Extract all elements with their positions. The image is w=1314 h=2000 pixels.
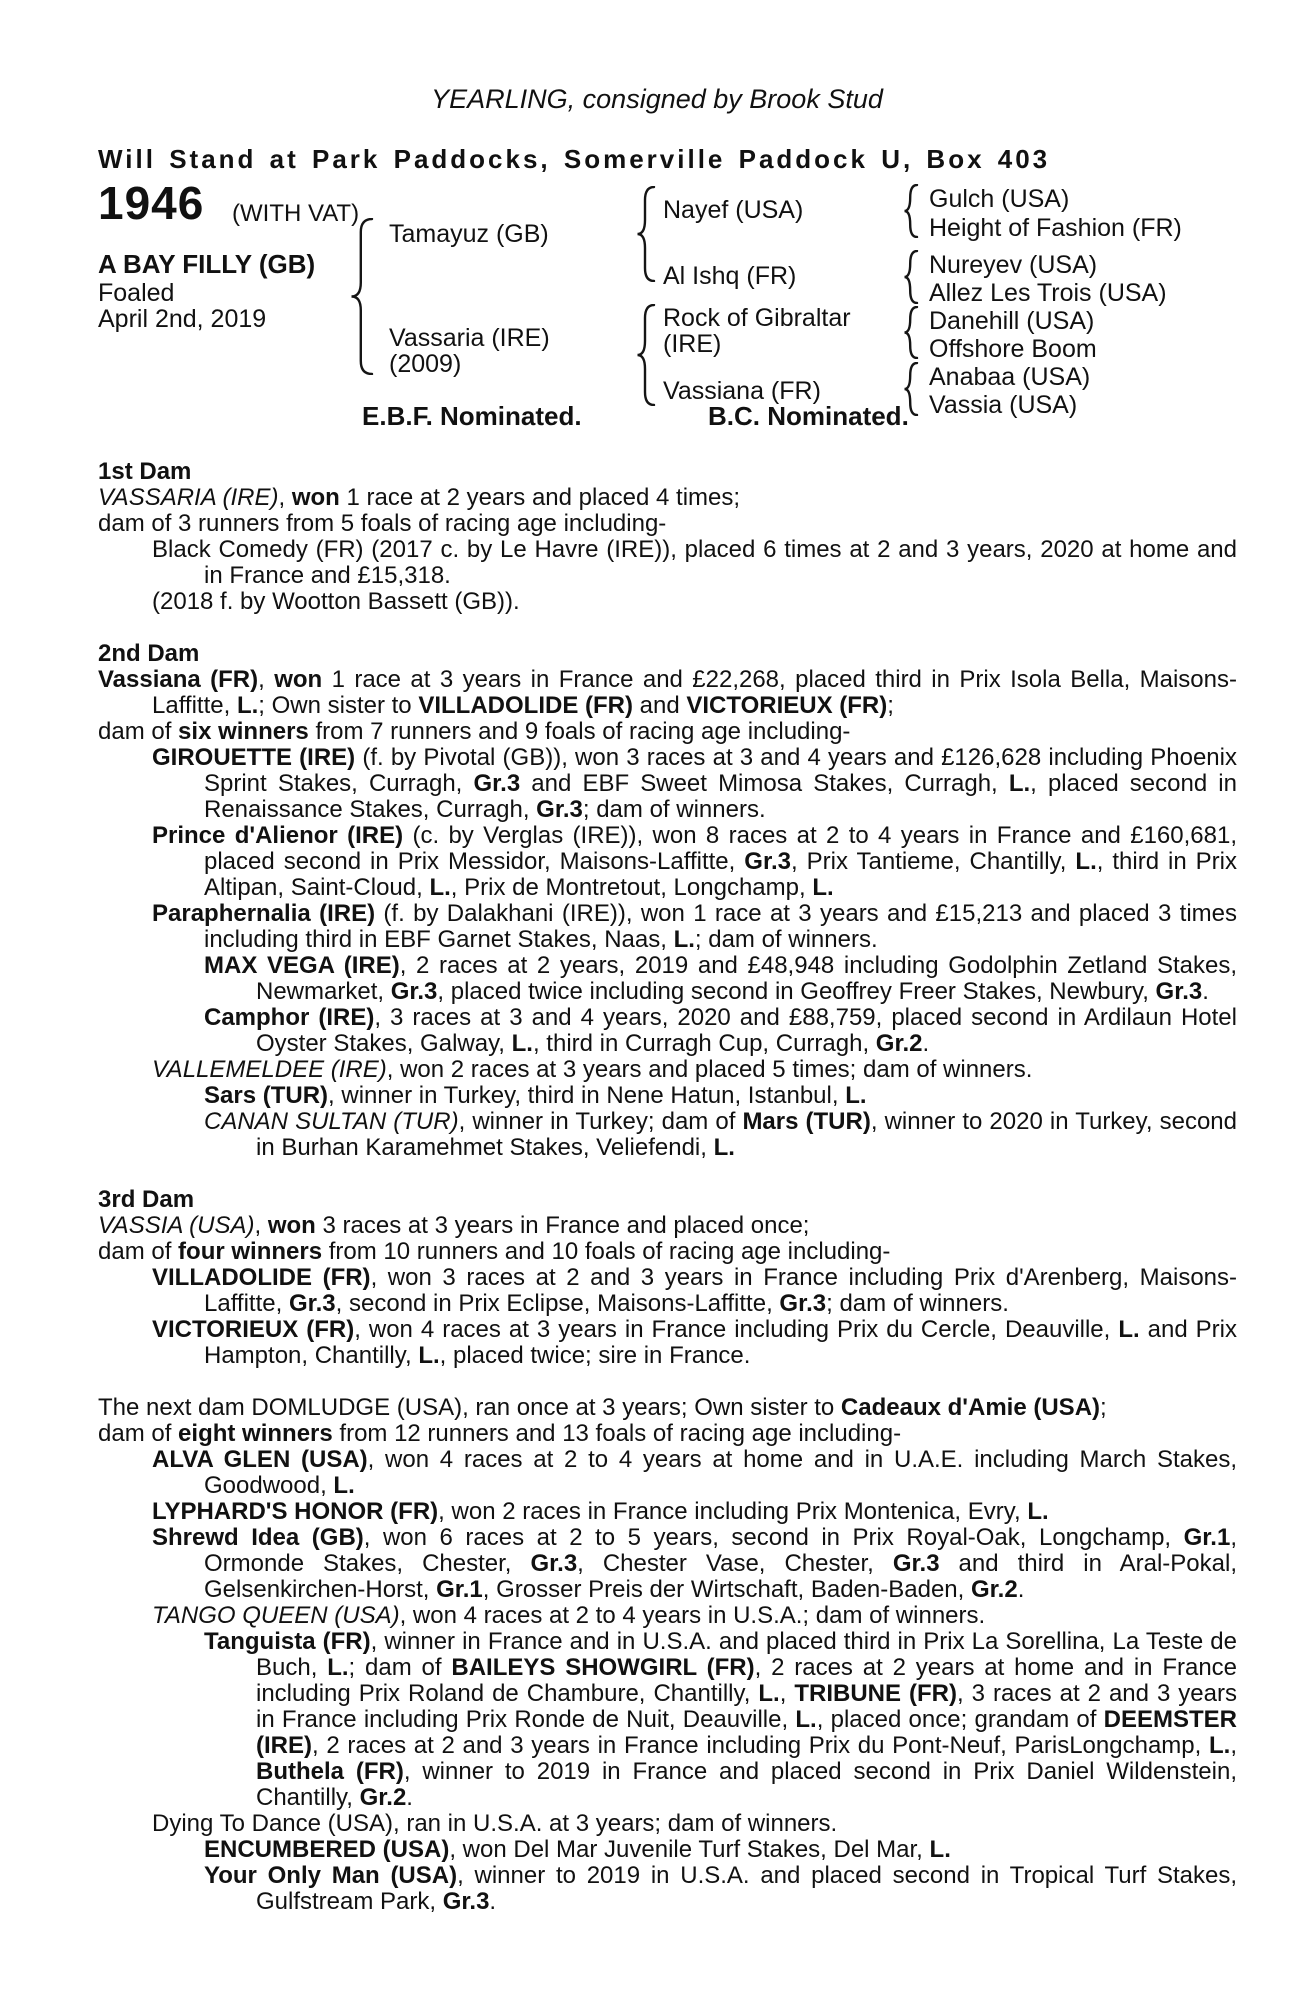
section-heading: 3rd Dam: [98, 1186, 195, 1213]
pedigree-brace: [903, 306, 919, 359]
dam-block: [389, 325, 550, 377]
pedigree-paragraph: dam of four winners from 10 runners and 10 foals of racing age including-: [98, 1238, 891, 1265]
pedigree-paragraph: Vassiana (FR), won 1 race at 3 years in France and £22,268, placed third in Prix Isola Bella, Maisons-Laffitte, L.; Own sister to VILLADOLIDE (FR) and VICTORIEUX (FR);: [98, 666, 1237, 719]
pedigree-paragraph: VALLEMELDEE (IRE), won 2 races at 3 years and placed 5 times; dam of winners.: [152, 1056, 1033, 1083]
pedigree-section: [98, 1395, 1237, 1915]
pedigree-section: [98, 641, 1237, 1161]
pedigree-section: [98, 1187, 1237, 1369]
section-heading: 1st Dam: [98, 458, 192, 485]
pedigree-paragraph: Shrewd Idea (GB), won 6 races at 2 to 5 years, second in Prix Royal-Oak, Longchamp, Gr.1, Ormonde Stakes, Chester, Gr.3, Chester Vase, Chester, Gr.3 and third in Aral-Pokal, Gelsenkirchen-Horst, Gr.1, Grosser Preis der Wirtschaft, Baden-Baden, Gr.2.: [152, 1524, 1238, 1603]
pedigree-paragraph: LYPHARD'S HONOR (FR), won 2 races in France including Prix Montenica, Evry, L.: [152, 1498, 1049, 1525]
pedigree-brace: [903, 184, 919, 238]
vat-note: (WITH VAT): [232, 200, 360, 227]
dam-dam-name: Vassiana (FR): [663, 377, 821, 405]
gggp-name: Height of Fashion (FR): [929, 214, 1182, 242]
pedigree-paragraph: VILLADOLIDE (FR), won 3 races at 2 and 3 years in France including Prix d'Arenberg, Maisons-Laffitte, Gr.3, second in Prix Eclipse, Maisons-Laffitte, Gr.3; dam of winners.: [152, 1264, 1238, 1317]
ebf-nominated-label: E.B.F. Nominated.: [362, 401, 582, 431]
pedigree-paragraph: dam of eight winners from 12 runners and 13 foals of racing age including-: [98, 1420, 902, 1447]
sire-sire-name: Nayef (USA): [663, 196, 804, 224]
pedigree-brace: [636, 304, 656, 406]
gggp-name: Offshore Boom: [929, 335, 1097, 363]
pedigree-paragraph: CANAN SULTAN (TUR), winner in Turkey; dam of Mars (TUR), winner to 2020 in Turkey, second in Burhan Karamehmet Stakes, Veliefendi, L.: [204, 1108, 1237, 1161]
pedigree-paragraph: Camphor (IRE), 3 races at 3 and 4 years, 2020 and £88,759, placed second in Ardilaun Hotel Oyster Stakes, Galway, L., third in Curragh Cup, Curragh, Gr.2.: [204, 1004, 1237, 1057]
pedigree-paragraph: Tanguista (FR), winner in France and in U.S.A. and placed third in Prix La Sorellina, La Teste de Buch, L.; dam of BAILEYS SHOWGIRL (FR), 2 races at 2 years at home and in France including Prix Roland de Chambure, Chantilly, L., TRIBUNE (FR), 3 races at 2 and 3 years in France including Prix Ronde de Nuit, Deauville, L., placed once; grandam of DEEMSTER (IRE), 2 races at 2 and 3 years in France including Prix du Pont-Neuf, ParisLongchamp, L., Buthela (FR), winner to 2019 in France and placed second in Prix Daniel Wildenstein, Chantilly, Gr.2.: [204, 1628, 1238, 1811]
pedigree-paragraph: dam of 3 runners from 5 foals of racing age including-: [98, 510, 667, 537]
pedigree-paragraph: TANGO QUEEN (USA), won 4 races at 2 to 4 years in U.S.A.; dam of winners.: [152, 1602, 986, 1629]
pedigree-paragraph: ENCUMBERED (USA), won Del Mar Juvenile Turf Stakes, Del Mar, L.: [204, 1836, 951, 1863]
pedigree-paragraph: GIROUETTE (IRE) (f. by Pivotal (GB)), won 3 races at 3 and 4 years and £126,628 including Phoenix Sprint Stakes, Curragh, Gr.3 and EBF Sweet Mimosa Stakes, Curragh, L., placed second in Renaissance Stakes, Curragh, Gr.3; dam of winners.: [152, 744, 1237, 823]
sire-name: Tamayuz (GB): [389, 220, 549, 248]
bc-nominated-label: B.C. Nominated.: [708, 401, 909, 431]
pedigree-paragraph: (2018 f. by Wootton Bassett (GB)).: [152, 588, 520, 615]
pedigree-paragraph: VICTORIEUX (FR), won 4 races at 3 years in France including Prix du Cercle, Deauville, L. and Prix Hampton, Chantilly, L., placed twice; sire in France.: [152, 1316, 1237, 1369]
catalog-body: [98, 459, 1237, 1915]
pedigree-brace: [903, 250, 919, 304]
pedigree-paragraph: Paraphernalia (IRE) (f. by Dalakhani (IRE)), won 1 race at 3 years and £15,213 and placed 3 times including third in EBF Garnet Stakes, Naas, L.; dam of winners.: [152, 900, 1237, 953]
pedigree-brace: [350, 218, 374, 375]
foaled-label: Foaled: [98, 279, 175, 307]
gggp-name: Danehill (USA): [929, 307, 1095, 335]
pedigree-paragraph: VASSIA (USA), won 3 races at 3 years in France and placed once;: [98, 1212, 810, 1239]
pedigree-paragraph: Prince d'Alienor (IRE) (c. by Verglas (IRE)), won 8 races at 2 to 4 years in France and £160,681, placed second in Prix Messidor, Maisons-Laffitte, Gr.3, Prix Tantieme, Chantilly, L., third in Prix Altipan, Saint-Cloud, L., Prix de Montretout, Longchamp, L.: [152, 822, 1238, 901]
horse-description: A BAY FILLY (GB): [98, 249, 316, 279]
pedigree-paragraph: Sars (TUR), winner in Turkey, third in Nene Hatun, Istanbul, L.: [204, 1082, 867, 1109]
pedigree-paragraph: dam of six winners from 7 runners and 9 foals of racing age including-: [98, 718, 851, 745]
gggp-name: Gulch (USA): [929, 185, 1070, 213]
foaled-date: April 2nd, 2019: [98, 305, 267, 333]
pedigree-section: [98, 459, 1237, 615]
pedigree-brace: [636, 186, 656, 282]
pedigree-paragraph: Dying To Dance (USA), ran in U.S.A. at 3 years; dam of winners.: [152, 1810, 838, 1837]
section-heading: 2nd Dam: [98, 640, 200, 667]
gggp-name: Anabaa (USA): [929, 363, 1091, 391]
pedigree-paragraph: ALVA GLEN (USA), won 4 races at 2 to 4 years at home and in U.A.E. including March Stakes, Goodwood, L.: [152, 1446, 1237, 1499]
stand-location-line: Will Stand at Park Paddocks, Somerville Paddock U, Box 403: [98, 144, 1051, 174]
page-title: YEARLING, consigned by Brook Stud: [431, 84, 883, 114]
pedigree-paragraph: The next dam DOMLUDGE (USA), ran once at 3 years; Own sister to Cadeaux d'Amie (USA);: [98, 1394, 1107, 1421]
gggp-name: Nureyev (USA): [929, 251, 1098, 279]
dam-name: Vassaria (IRE): [389, 324, 550, 352]
pedigree-paragraph: Black Comedy (FR) (2017 c. by Le Havre (IRE)), placed 6 times at 2 and 3 years, 2020 at home and in France and £15,318.: [152, 536, 1237, 589]
gggp-name: Allez Les Trois (USA): [929, 279, 1167, 307]
pedigree-paragraph: Your Only Man (USA), winner to 2019 in U.S.A. and placed second in Tropical Turf Stakes, Gulfstream Park, Gr.3.: [204, 1862, 1238, 1915]
sire-dam-name: Al Ishq (FR): [663, 262, 797, 290]
gggp-name: Vassia (USA): [929, 391, 1078, 419]
dam-sire-name: Rock of Gibraltar (IRE): [663, 304, 851, 358]
dam-year: (2009): [389, 350, 462, 378]
lot-number: 1946: [98, 177, 205, 229]
pedigree-paragraph: VASSARIA (IRE), won 1 race at 2 years and placed 4 times;: [98, 484, 741, 511]
pedigree-paragraph: MAX VEGA (IRE), 2 races at 2 years, 2019 and £48,948 including Godolphin Zetland Stakes, Newmarket, Gr.3, placed twice including second in Geoffrey Freer Stakes, Newbury, Gr.3.: [204, 952, 1237, 1005]
